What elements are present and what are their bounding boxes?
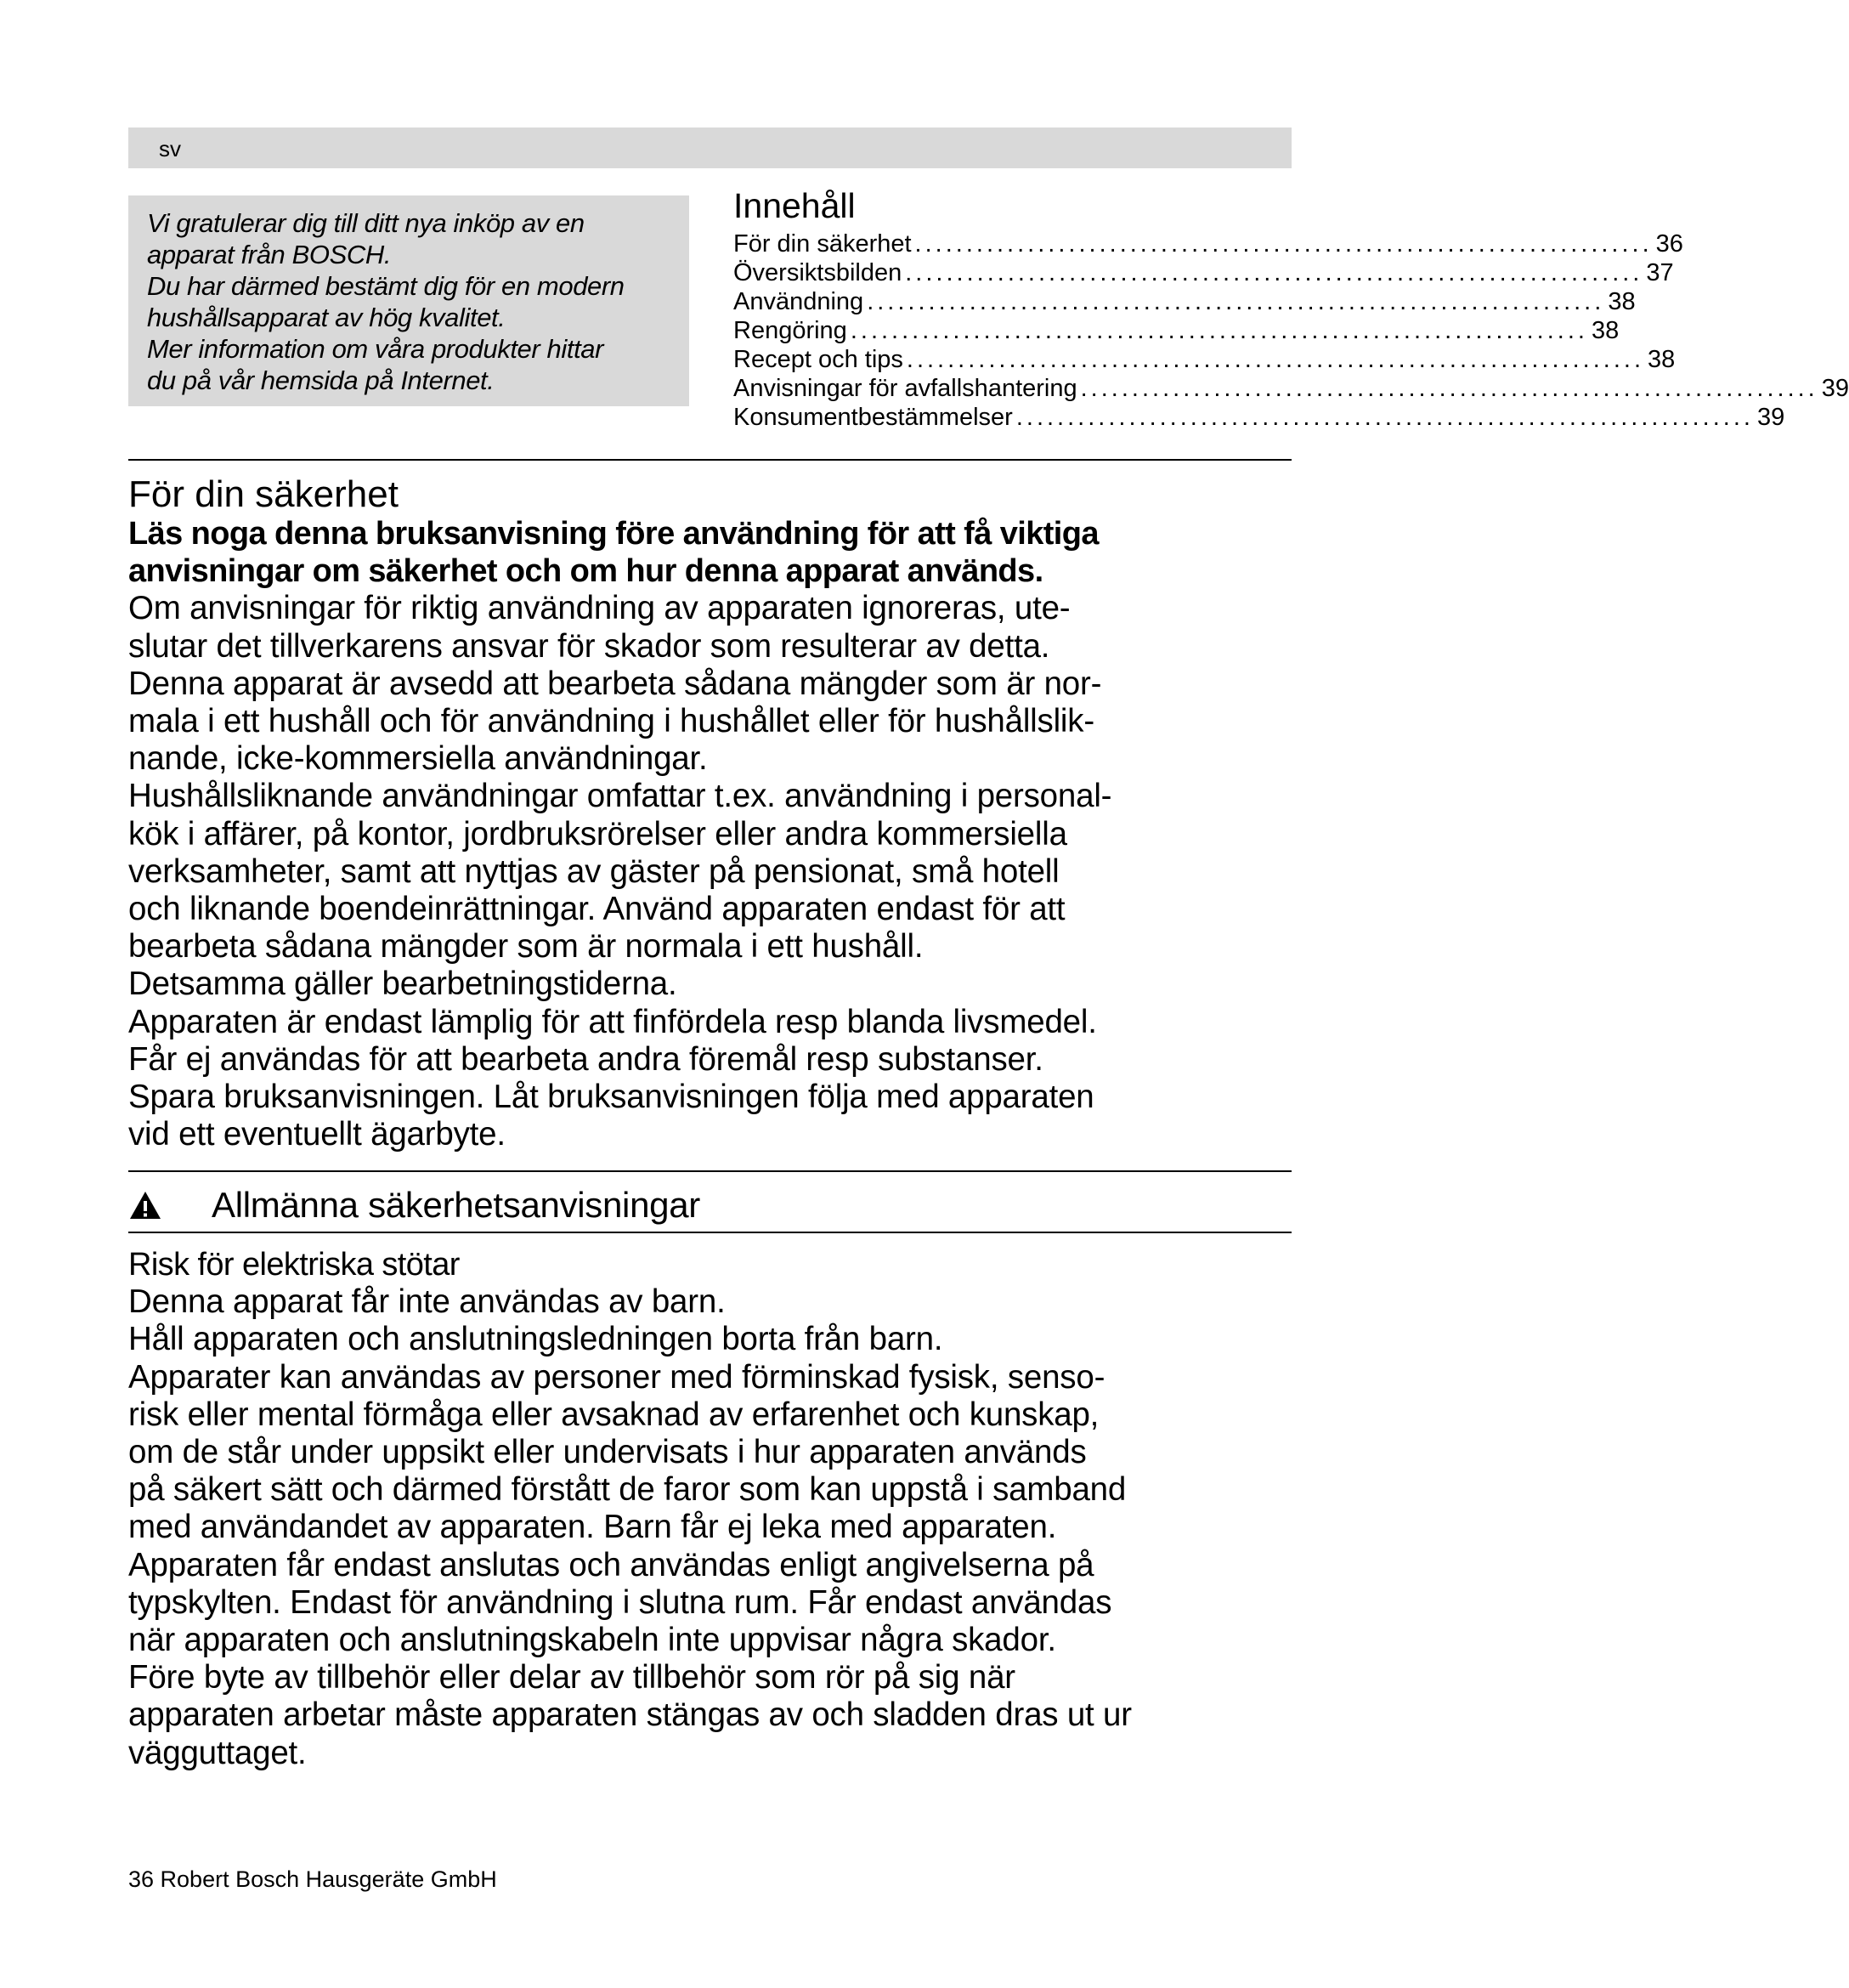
toc-item[interactable] xyxy=(733,374,1849,403)
toc-leader: ........................................................................ xyxy=(905,259,1643,286)
toc-item-page: 38 xyxy=(1648,346,1676,373)
toc-leader: ........................................................................ xyxy=(850,317,1588,344)
page-footer: 36 Robert Bosch Hausgeräte GmbH xyxy=(128,1866,497,1892)
toc-leader: ........................................................................ xyxy=(867,288,1605,315)
toc-leader: ........................................................................ xyxy=(1015,404,1754,431)
toc-item-page: 38 xyxy=(1608,288,1636,315)
general-safety-subtitle: Risk för elektriska stötar xyxy=(128,1247,460,1283)
safety-body-line: Detsamma gäller bearbetningstiderna. xyxy=(128,966,677,1003)
intro-line: Du har därmed bestämt dig för en modern xyxy=(147,271,625,301)
toc-item-page: 37 xyxy=(1646,259,1674,286)
toc-item[interactable] xyxy=(733,345,1676,374)
general-safety-heading xyxy=(128,1184,700,1226)
toc-item-label: Anvisningar för avfallshantering xyxy=(733,375,1077,402)
safety-body-line: Denna apparat är avsedd att bearbeta sådana mängder som är nor- xyxy=(128,665,1102,702)
general-body-line: apparaten arbetar måste apparaten stängas av och sladden dras ut ur xyxy=(128,1696,1132,1734)
general-body-line: på säkert sätt och därmed förstått de faror som kan uppstå i samband xyxy=(128,1471,1127,1509)
general-safety-title: Allmänna säkerhetsanvisningar xyxy=(212,1185,700,1225)
general-body-line: typskylten. Endast för användning i slutna rum. Får endast användas xyxy=(128,1583,1112,1621)
toc-leader: ........................................................................ xyxy=(906,346,1645,373)
section-divider xyxy=(128,1170,1292,1172)
toc-item[interactable] xyxy=(733,316,1620,345)
language-bar xyxy=(128,127,1292,168)
safety-body-line: Får ej användas för att bearbeta andra föremål resp substanser. xyxy=(128,1040,1043,1078)
toc-item-label: Recept och tips xyxy=(733,346,903,373)
general-safety-section xyxy=(128,1246,1301,1772)
table-of-contents xyxy=(733,185,1849,432)
safety-body-line: kök i affärer, på kontor, jordbruksrörelser eller andra kommersiella xyxy=(128,815,1067,852)
safety-body-line: Apparaten är endast lämplig för att finfördela resp blanda livsmedel. xyxy=(128,1003,1097,1040)
toc-item-label: Översiktsbilden xyxy=(733,259,902,286)
toc-title: Innehåll xyxy=(733,186,856,225)
toc-item-label: För din säkerhet xyxy=(733,230,912,258)
general-body-line: risk eller mental förmåga eller avsaknad av erfarenhet och kunskap, xyxy=(128,1396,1100,1433)
general-body-line: Före byte av tillbehör eller delar av tillbehör som rör på sig när xyxy=(128,1659,1015,1696)
safety-body-line: nande, icke-kommersiella användningar. xyxy=(128,740,708,778)
warning-icon xyxy=(128,1190,162,1221)
intro-line: hushållsapparat av hög kvalitet. xyxy=(147,303,506,332)
general-body-line: Denna apparat får inte användas av barn. xyxy=(128,1283,726,1321)
general-body-line: Apparater kan användas av personer med förminskad fysisk, senso- xyxy=(128,1358,1105,1396)
safety-body-line: slutar det tillverkarens ansvar för skador som resulterar av detta. xyxy=(128,627,1050,665)
safety-body-line: och liknande boendeinrättningar. Använd apparaten endast för att xyxy=(128,891,1066,928)
safety-body-line: Hushållsliknande användningar omfattar t.ex. användning i personal- xyxy=(128,778,1112,815)
safety-lead-line: anvisningar om säkerhet och om hur denna apparat används. xyxy=(128,553,1043,590)
general-body-line: med användandet av apparaten. Barn får ej leka med apparaten. xyxy=(128,1509,1057,1546)
safety-section xyxy=(128,515,1301,1153)
general-body-line: när apparaten och anslutningskabeln inte uppvisar några skador. xyxy=(128,1622,1056,1659)
safety-body-line: bearbeta sådana mängder som är normala i ett hushåll. xyxy=(128,928,924,966)
toc-item[interactable] xyxy=(733,229,1683,258)
intro-line: apparat från BOSCH. xyxy=(147,240,392,269)
section-divider xyxy=(128,459,1292,461)
intro-box xyxy=(128,195,689,406)
intro-line: du på vår hemsida på Internet. xyxy=(147,365,495,395)
safety-body-line: mala i ett hushåll och för användning i hushållet eller för hushållslik- xyxy=(128,703,1094,740)
toc-item-label: Konsumentbestämmelser xyxy=(733,404,1013,431)
safety-title: För din säkerhet xyxy=(128,473,399,515)
section-divider xyxy=(128,1232,1292,1233)
safety-body-line: Spara bruksanvisningen. Låt bruksanvisningen följa med apparaten xyxy=(128,1079,1094,1116)
toc-item-page: 38 xyxy=(1591,317,1620,344)
intro-line: Vi gratulerar dig till ditt nya inköp av en xyxy=(147,208,585,238)
general-body-line: Apparaten får endast anslutas och användas enligt angivelserna på xyxy=(128,1546,1094,1583)
toc-item[interactable] xyxy=(733,403,1785,432)
safety-body-line: Om anvisningar för riktig användning av apparaten ignoreras, ute- xyxy=(128,590,1071,627)
safety-lead-line: Läs noga denna bruksanvisning före användning för att få viktiga xyxy=(128,516,1099,552)
toc-item-label: Användning xyxy=(733,288,864,315)
general-body-line: vägguttaget. xyxy=(128,1734,307,1771)
toc-item-label: Rengöring xyxy=(733,317,847,344)
general-body-line: om de står under uppsikt eller undervisats i hur apparaten används xyxy=(128,1434,1087,1471)
toc-item-page: 39 xyxy=(1756,404,1785,431)
toc-leader: ........................................................................ xyxy=(1080,375,1818,402)
safety-body-line: verksamheter, samt att nyttjas av gäster på pensionat, små hotell xyxy=(128,852,1060,890)
toc-item-page: 36 xyxy=(1655,230,1683,258)
toc-leader: ........................................................................ xyxy=(914,230,1653,258)
general-body-line: Håll apparaten och anslutningsledningen borta från barn. xyxy=(128,1321,943,1358)
intro-line: Mer information om våra produkter hittar xyxy=(147,334,604,364)
toc-item-page: 39 xyxy=(1821,375,1849,402)
language-code: sv xyxy=(159,136,181,161)
safety-body-line: vid ett eventuellt ägarbyte. xyxy=(128,1116,506,1153)
toc-item[interactable] xyxy=(733,258,1674,287)
toc-item[interactable] xyxy=(733,287,1636,316)
